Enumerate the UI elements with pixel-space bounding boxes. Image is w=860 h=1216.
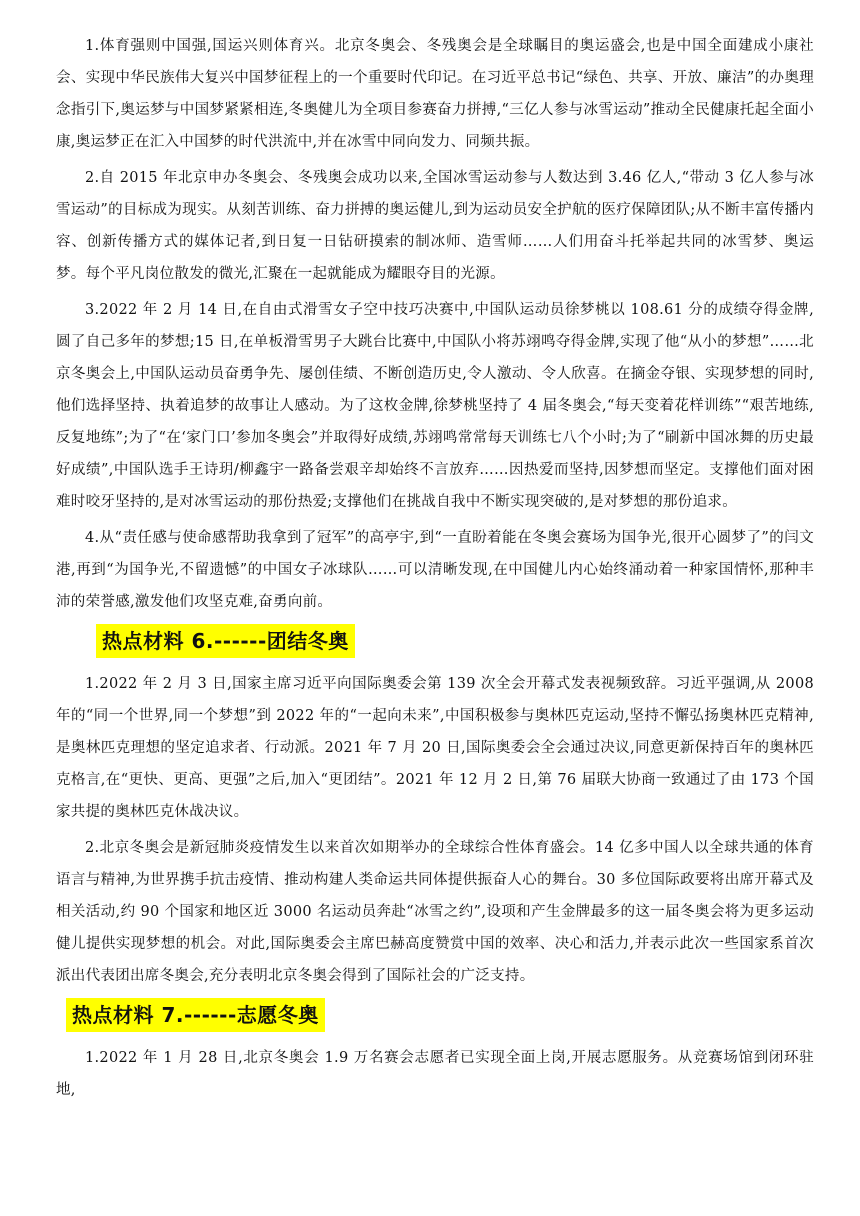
section-heading-6: 热点材料 6.------团结冬奥 xyxy=(96,624,355,658)
paragraph: 4.从“责任感与使命感帮助我拿到了冠军”的高亭宇,到“一直盼着能在冬奥会赛场为国争光,很开心圆梦了”的闫文港,再到“为国争光,不留遗憾”的中国女子冰球队……可以清晰发现,在中国健儿内心始终涌动着一种家国情怀,那种丰沛的荣誉感,激发他们攻坚克难,奋勇向前。 xyxy=(56,530,814,610)
section-heading-7-wrapper xyxy=(56,996,814,1036)
paragraph: 3.2022 年 2 月 14 日,在自由式滑雪女子空中技巧决赛中,中国队运动员徐梦桃以 108.61 分的成绩夺得金牌,圆了自己多年的梦想;15 日,在单板滑雪男子大跳台比赛中,中国队小将苏翊鸣夺得金牌,实现了他“从小的梦想”……北京冬奥会上,中国队运动员奋勇争先、屡创佳绩、不断创造历史,令人激动、令人欣喜。在摘金夺银、实现梦想的同时,他们选择坚持、执着追梦的故事让人感动。为了这枚金牌,徐梦桃坚持了 4 届冬奥会,“每天变着花样训练”“艰苦地练,反复地练”;为了“在‘家门口’参加冬奥会”并取得好成绩,苏翊鸣常常每天训练七八个小时;为了“刷新中国冰舞的历史最好成绩”,中国队选手王诗玥/柳鑫宇一路备尝艰辛却始终不言放弃……因热爱而坚持,因梦想而坚定。支撑他们面对困难时咬牙坚持的,是对冰雪运动的那份热爱;支撑他们在挑战自我中不断实现突破的,是对梦想的那份追求。 xyxy=(56,302,814,510)
section-heading-6-wrapper xyxy=(56,622,814,662)
section-heading-7: 热点材料 7.------志愿冬奥 xyxy=(66,998,325,1032)
paragraph: 1.2022 年 2 月 3 日,国家主席习近平向国际奥委会第 139 次全会开幕式发表视频致辞。习近平强调,从 2008 年的“同一个世界,同一个梦想”到 2022 年的“一起向未来”,中国积极参与奥林匹克运动,坚持不懈弘扬奥林匹克精神,是奥林匹克理想的坚定追求者、行动派。2021 年 7 月 20 日,国际奥委会全会通过决议,同意更新保持百年的奥林匹克格言,在“更快、更高、更强”之后,加入“更团结”。2021 年 12 月 2 日,第 76 届联大协商一致通过了由 173 个国家共提的奥林匹克休战决议。 xyxy=(56,676,814,820)
paragraph: 1.2022 年 1 月 28 日,北京冬奥会 1.9 万名赛会志愿者已实现全面上岗,开展志愿服务。从竞赛场馆到闭环驻地, xyxy=(56,1050,814,1098)
paragraph: 1.体育强则中国强,国运兴则体育兴。北京冬奥会、冬残奥会是全球瞩目的奥运盛会,也是中国全面建成小康社会、实现中华民族伟大复兴中国梦征程上的一个重要时代印记。在习近平总书记“绿色、共享、开放、廉洁”的办奥理念指引下,奥运梦与中国梦紧紧相连,冬奥健儿为全项目参赛奋力拼搏,“三亿人参与冰雪运动”推动全民健康托起全面小康,奥运梦正在汇入中国梦的时代洪流中,并在冰雪中同向发力、同频共振。 xyxy=(56,38,814,150)
paragraph: 2.北京冬奥会是新冠肺炎疫情发生以来首次如期举办的全球综合性体育盛会。14 亿多中国人以全球共通的体育语言与精神,为世界携手抗击疫情、推动构建人类命运共同体提供振奋人心的舞台。30 多位国际政要将出席开幕式及相关活动,约 90 个国家和地区近 3000 名运动员奔赴“冰雪之约”,设项和产生金牌最多的这一届冬奥会将为更多运动健儿提供实现梦想的机会。对此,国际奥委会主席巴赫高度赞赏中国的效率、决心和活力,并表示此次一些国家系首次派出代表团出席冬奥会,充分表明北京冬奥会得到了国际社会的广泛支持。 xyxy=(56,840,814,984)
document-body xyxy=(56,30,814,1110)
paragraph: 2.自 2015 年北京申办冬奥会、冬残奥会成功以来,全国冰雪运动参与人数达到 3.46 亿人,“带动 3 亿人参与冰雪运动”的目标成为现实。从刻苦训练、奋力拼搏的奥运健儿,到为运动员安全护航的医疗保障团队;从不断丰富传播内容、创新传播方式的媒体记者,到日复一日钻研摸索的制冰师、造雪师……人们用奋斗托举起共同的冰雪梦、奥运梦。每个平凡岗位散发的微光,汇聚在一起就能成为耀眼夺目的光源。 xyxy=(56,170,814,282)
